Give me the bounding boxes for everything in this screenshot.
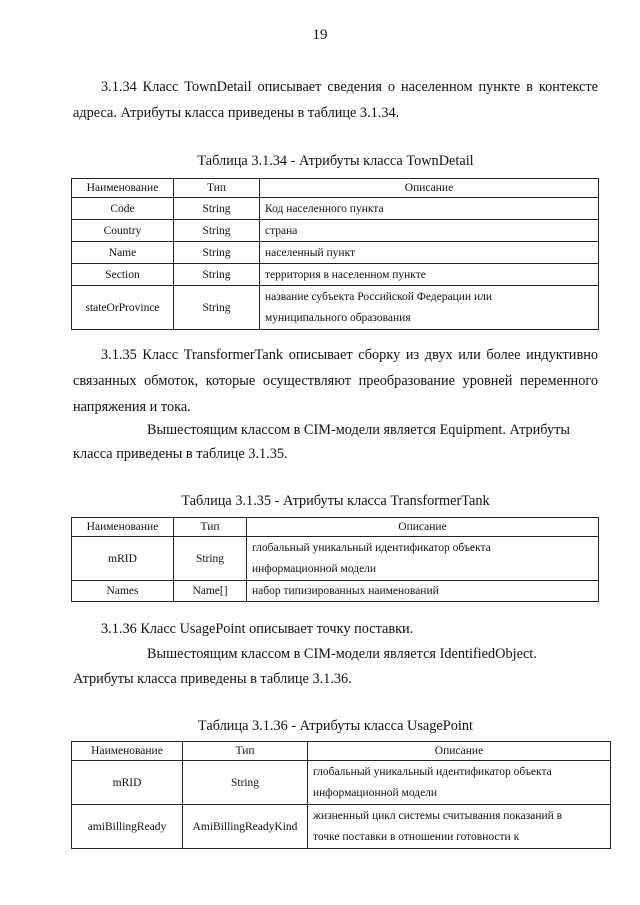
table-3-1-36 xyxy=(71,741,611,849)
cell-description: набор типизированных наименований xyxy=(247,581,599,602)
page-number: 19 xyxy=(312,27,328,43)
cell-type: Name[] xyxy=(174,581,247,602)
header-description: Описание xyxy=(260,179,599,198)
section-3-1-36-superclass-line2: Атрибуты класса приведены в таблице 3.1.36. xyxy=(73,671,352,687)
cell-name: Code xyxy=(72,198,174,220)
description-line: точке поставки в отношении готовности к xyxy=(313,830,520,843)
table-row xyxy=(72,805,611,849)
header-type: Тип xyxy=(174,179,260,198)
table-row xyxy=(72,264,599,286)
cell-type: String xyxy=(174,220,260,242)
header-type: Тип xyxy=(183,742,308,761)
description-line: информационной модели xyxy=(252,562,377,575)
table-row xyxy=(72,581,599,602)
description-line: глобальный уникальный идентификатор объекта xyxy=(313,765,552,778)
cell-name: mRID xyxy=(72,537,174,581)
cell-name: Country xyxy=(72,220,174,242)
section-3-1-35-superclass-line1: Вышестоящим классом в CIM-модели является Equipment. Атрибуты xyxy=(147,422,571,438)
table-row xyxy=(72,198,599,220)
section-3-1-35-superclass-line2: класса приведены в таблице 3.1.35. xyxy=(73,446,288,462)
header-name: Наименование xyxy=(72,179,174,198)
table-header-row xyxy=(72,179,599,198)
cell-description xyxy=(308,761,611,805)
cell-type: String xyxy=(174,537,247,581)
table-3-1-34-caption: Таблица 3.1.34 - Атрибуты класса TownDetail xyxy=(197,153,474,169)
cell-name: Section xyxy=(72,264,174,286)
cell-name: Name xyxy=(72,242,174,264)
cell-type: String xyxy=(174,286,260,330)
cell-name: stateOrProvince xyxy=(72,286,174,330)
table-row xyxy=(72,761,611,805)
table-3-1-35 xyxy=(71,517,599,602)
header-name: Наименование xyxy=(72,518,174,537)
cell-name: mRID xyxy=(72,761,183,805)
table-3-1-35-caption: Таблица 3.1.35 - Атрибуты класса TransformerTank xyxy=(181,493,490,509)
table-header-row xyxy=(72,742,611,761)
description-line: глобальный уникальный идентификатор объекта xyxy=(252,541,491,554)
table-3-1-34 xyxy=(71,178,599,330)
cell-description xyxy=(260,286,599,330)
section-3-1-34-text: 3.1.34 Класс TownDetail описывает сведения о населенном пункте в контексте адреса. Атрибуты класса приведены в таблице 3.1.34. xyxy=(73,79,598,121)
section-3-1-36-superclass-line1: Вышестоящим классом в CIM-модели является IdentifiedObject. xyxy=(147,646,537,662)
description-line: информационной модели xyxy=(313,786,438,799)
description-line: название субъекта Российской Федерации или xyxy=(265,290,493,303)
header-description: Описание xyxy=(308,742,611,761)
header-name: Наименование xyxy=(72,742,183,761)
cell-description: страна xyxy=(260,220,599,242)
description-line: жизненный цикл системы считывания показаний в xyxy=(313,809,563,822)
table-3-1-36-caption: Таблица 3.1.36 - Атрибуты класса UsagePoint xyxy=(198,718,473,734)
cell-type: AmiBillingReadyKind xyxy=(183,805,308,849)
cell-type: String xyxy=(183,761,308,805)
cell-type: String xyxy=(174,198,260,220)
description-line: муниципального образования xyxy=(265,311,411,324)
cell-description: Код населенного пункта xyxy=(260,198,599,220)
cell-name: Names xyxy=(72,581,174,602)
header-description: Описание xyxy=(247,518,599,537)
cell-description: территория в населенном пункте xyxy=(260,264,599,286)
cell-description xyxy=(308,805,611,849)
table-row xyxy=(72,220,599,242)
section-3-1-36-text: 3.1.36 Класс UsagePoint описывает точку поставки. xyxy=(101,621,414,637)
cell-name: amiBillingReady xyxy=(72,805,183,849)
table-row xyxy=(72,286,599,330)
cell-type: String xyxy=(174,242,260,264)
cell-description: населенный пункт xyxy=(260,242,599,264)
cell-type: String xyxy=(174,264,260,286)
header-type: Тип xyxy=(174,518,247,537)
table-row xyxy=(72,537,599,581)
section-3-1-35-text: 3.1.35 Класс TransformerTank описывает сборку из двух или более индуктивно связанных обмоток, которые осуществляют преобразование уровней переменного напряжения и тока. xyxy=(73,347,598,415)
table-header-row xyxy=(72,518,599,537)
cell-description xyxy=(247,537,599,581)
table-row xyxy=(72,242,599,264)
